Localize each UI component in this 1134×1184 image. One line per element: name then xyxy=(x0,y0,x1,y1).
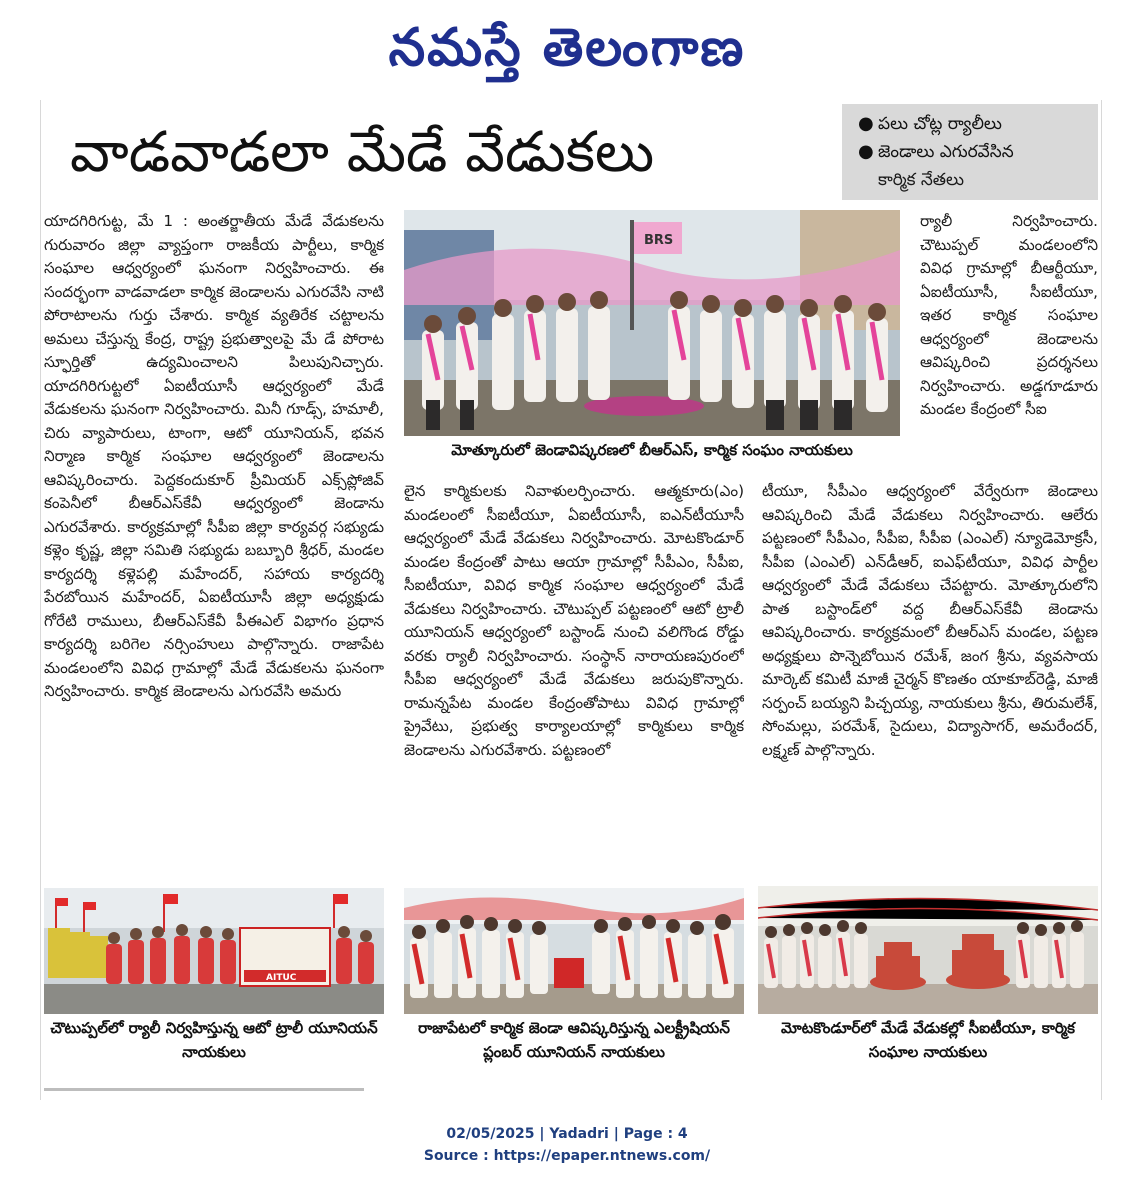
masthead-title: నమస్తే తెలంగాణ xyxy=(388,17,746,78)
bottom-photo-1-caption: చౌటుప్పల్‌లో ర్యాలీ నిర్వహిస్తున్న ఆటో ట్రాలీ యూనియన్ నాయకులు xyxy=(50,1019,378,1061)
banner-text: AITUC xyxy=(266,973,297,983)
bottom-photo-3-caption: మోటకొండూర్‌లో మేడే వేడుకల్లో సీఐటీయూ, కార్మిక సంఘాల నాయకులు xyxy=(781,1019,1075,1061)
article-column-3-top: ర్యాలీ నిర్వహించారు. చౌటుప్పల్ మండలంలోని వివిధ గ్రామాల్లో బీఆర్టీయూ, ఏఐటీయూసీ, సీఐటీయూ, ఇతర కార్మిక సంఘాల ఆధ్వర్యంలో జెండాలను ఆవిష్కరించి ప్రదర్శనలు నిర్వహించారు. అడ్డగూడూరు మండల కేంద్రంలో సీఐ xyxy=(920,212,1098,418)
article-column-2: లైన కార్మికులకు నివాళులర్పించారు. ఆత్మకూరు(ఎం) మండలంలో సీఐటీయూ, ఏఐటీయూసీ, ఐఎన్‌టీయూసీ ఆధ్వర్యంలో మేడే వేడుకలు నిర్వహించారు. మోటకొండూర్ మండల కేంద్రంతో పాటు ఆయా గ్రామాల్లో సీపీఎం, సీపీఐ, సీఐటీయూ, వివిధ కార్మిక సంఘాల ఆధ్వర్యంలో మేడే వేడుకలు నిర్వహించారు. చౌటుప్పల్ పట్టణంలో ఆటో ట్రాలీ యూనియన్ ఆధ్వర్యంలో బస్టాండ్ నుంచి వలిగొండ రోడ్డు వరకు ర్యాలీ నిర్వహించారు. సంస్థాన్ నారాయణపురంలో సీపీఐ ఆధ్వర్యంలో మేడే వేడుకలు జరుపుకొన్నారు. రామన్నపేట మండల కేంద్రంతోపాటు వివిధ గ్రామాల్లో ప్రైవేటు, ప్రభుత్వ కార్యాలయాల్లో కార్మికులు కార్మిక జెండాలను ఎగురవేశారు. పట్టణంలో xyxy=(404,482,744,759)
article-headline: వాడవాడలా మేడే వేడుకలు xyxy=(70,120,655,185)
main-photo-caption: మోత్కూరులో జెండావిష్కరణలో బీఆర్ఎస్, కార్మిక సంఘం నాయకులు xyxy=(451,441,853,459)
bottom-photo-3 xyxy=(758,886,1098,1014)
bottom-photo-2-caption: రాజాపేటలో కార్మిక జెండా ఆవిష్కరిస్తున్న ఎలక్ట్రీషియన్ ప్లంబర్ యూనియన్ నాయకులు xyxy=(418,1019,730,1061)
highlight-item: ● జెండాలు ఎగురవేసిన xyxy=(854,138,1086,166)
footer-date-edition: 02/05/2025 | Yadadri | Page : 4 xyxy=(446,1126,688,1142)
bottom-photo-1 xyxy=(44,888,384,1014)
highlights-box xyxy=(842,104,1098,200)
bullet-icon: ● xyxy=(858,141,874,162)
article-column-3-bottom: టీయూ, సీపీఎం ఆధ్వర్యంలో వేర్వేరుగా జెండాలు ఆవిష్కరించి మేడే వేడుకలు నిర్వహించారు. ఆలేరు పట్టణంలో సీపీఎం, సీపీఐ, సీపీఐ (ఎంఎల్) న్యూడెమోక్రసీ, సీపీఐ (ఎంఎల్) ఎన్‌డీఆర్, ఐఎఫ్‌టీయూ, వివిధ పార్టీల ఆధ్వర్యంలో మేడే వేడుకలు చేపట్టారు. మోత్కూరులోని పాత బస్టాండ్‌లో వద్ద బీఆర్ఎస్‌కేవీ జెండాను ఆవిష్కరించారు. కార్యక్రమంలో బీఆర్ఎస్ మండల, పట్టణ అధ్యక్షులు పొన్నెబోయిన రమేశ్, జంగ శ్రీను, వ్యవసాయ మార్కెట్ కమిటీ మాజీ చైర్మన్ కొణతం యాకూబ్‌రెడ్డి, మాజీ సర్పంచ్ బయ్యని పిచ్చయ్య, నాయకులు శ్రీను, తిరుమలేశ్, సోంమల్లు, పరమేశ్, సైదులు, విద్యాసాగర్, అమరేందర్, లక్ష్మణ్ పాల్గొన్నారు. xyxy=(762,482,1098,759)
bottom-rule xyxy=(44,1088,364,1091)
flag-text: BRS xyxy=(644,233,674,248)
highlight-item: ● పలు చోట్ల ర్యాలీలు xyxy=(854,110,1086,138)
article-column-1: యాదగిరిగుట్ట, మే 1 : అంతర్జాతీయ మేడే వేడుకలను గురువారం జిల్లా వ్యాప్తంగా రాజకీయ పార్టీలు, కార్మిక సంఘాల ఆధ్వర్యంలో ఘనంగా నిర్వహించారు. ఈ సందర్భంగా వాడవాడలా కార్మిక జెండాలను ఎగురవేసి నాటి పోరాటాలను గుర్తు చేశారు. కార్మిక వ్యతిరేక చట్టాలను అమలు చేస్తున్న కేంద్ర, రాష్ట్ర ప్రభుత్వాలపై మే డే పోరాట స్ఫూర్తితో ఉద్యమించాలని పిలుపునిచ్చారు. యాదగిరిగుట్టలో ఏఐటీయూసీ ఆధ్వర్యంలో మేడే వేడుకలను ఘనంగా నిర్వహించారు. మినీ గూడ్స్, హమాలీ, చిరు వ్యాపారులు, టాంగా, ఆటో యూనియన్, భవన నిర్మాణ కార్మిక సంఘాల ఆధ్వర్యంలో జెండాలను ఆవిష్కరించారు. పెద్దకందుకూర్ ప్రీమియర్ ఎక్స్‌ప్లోజివ్ కంపెనీలో బీఆర్ఎస్‌కేవీ ఆధ్వర్యంలో జెండాను ఎగురవేశారు. కార్యక్రమాల్లో సీపీఐ జిల్లా కార్యవర్గ సభ్యుడు కళ్లెం కృష్ణ, జిల్లా సమితి సభ్యుడు బబ్బూరి శ్రీధర్, మండల కార్యదర్శి కళ్లెపల్లి మహేందర్, సహాయ కార్యదర్శి పేరబోయిన మహేందర్, ఏఐటీయూసీ జిల్లా అధ్యక్షుడు గోరేటి రాములు, బీఆర్ఎస్‌కేవీ పీఈఎల్ విభాగం ప్రధాన కార్యదర్శి బరిగెల నర్సింహులు పాల్గొన్నారు. రాజాపేట మండలంలోని వివిధ గ్రామాల్లో మేడే వేడుకలను ఘనంగా నిర్వహించారు. కార్మిక జెండాలను ఎగురవేసి అమరు xyxy=(44,212,384,700)
bottom-photo-2 xyxy=(404,888,744,1014)
main-photo xyxy=(404,210,900,436)
footer-source: Source : https://epaper.ntnews.com/ xyxy=(423,1148,711,1164)
highlight-continuation: కార్మిక నేతలు xyxy=(878,170,964,190)
bullet-icon: ● xyxy=(858,113,874,134)
